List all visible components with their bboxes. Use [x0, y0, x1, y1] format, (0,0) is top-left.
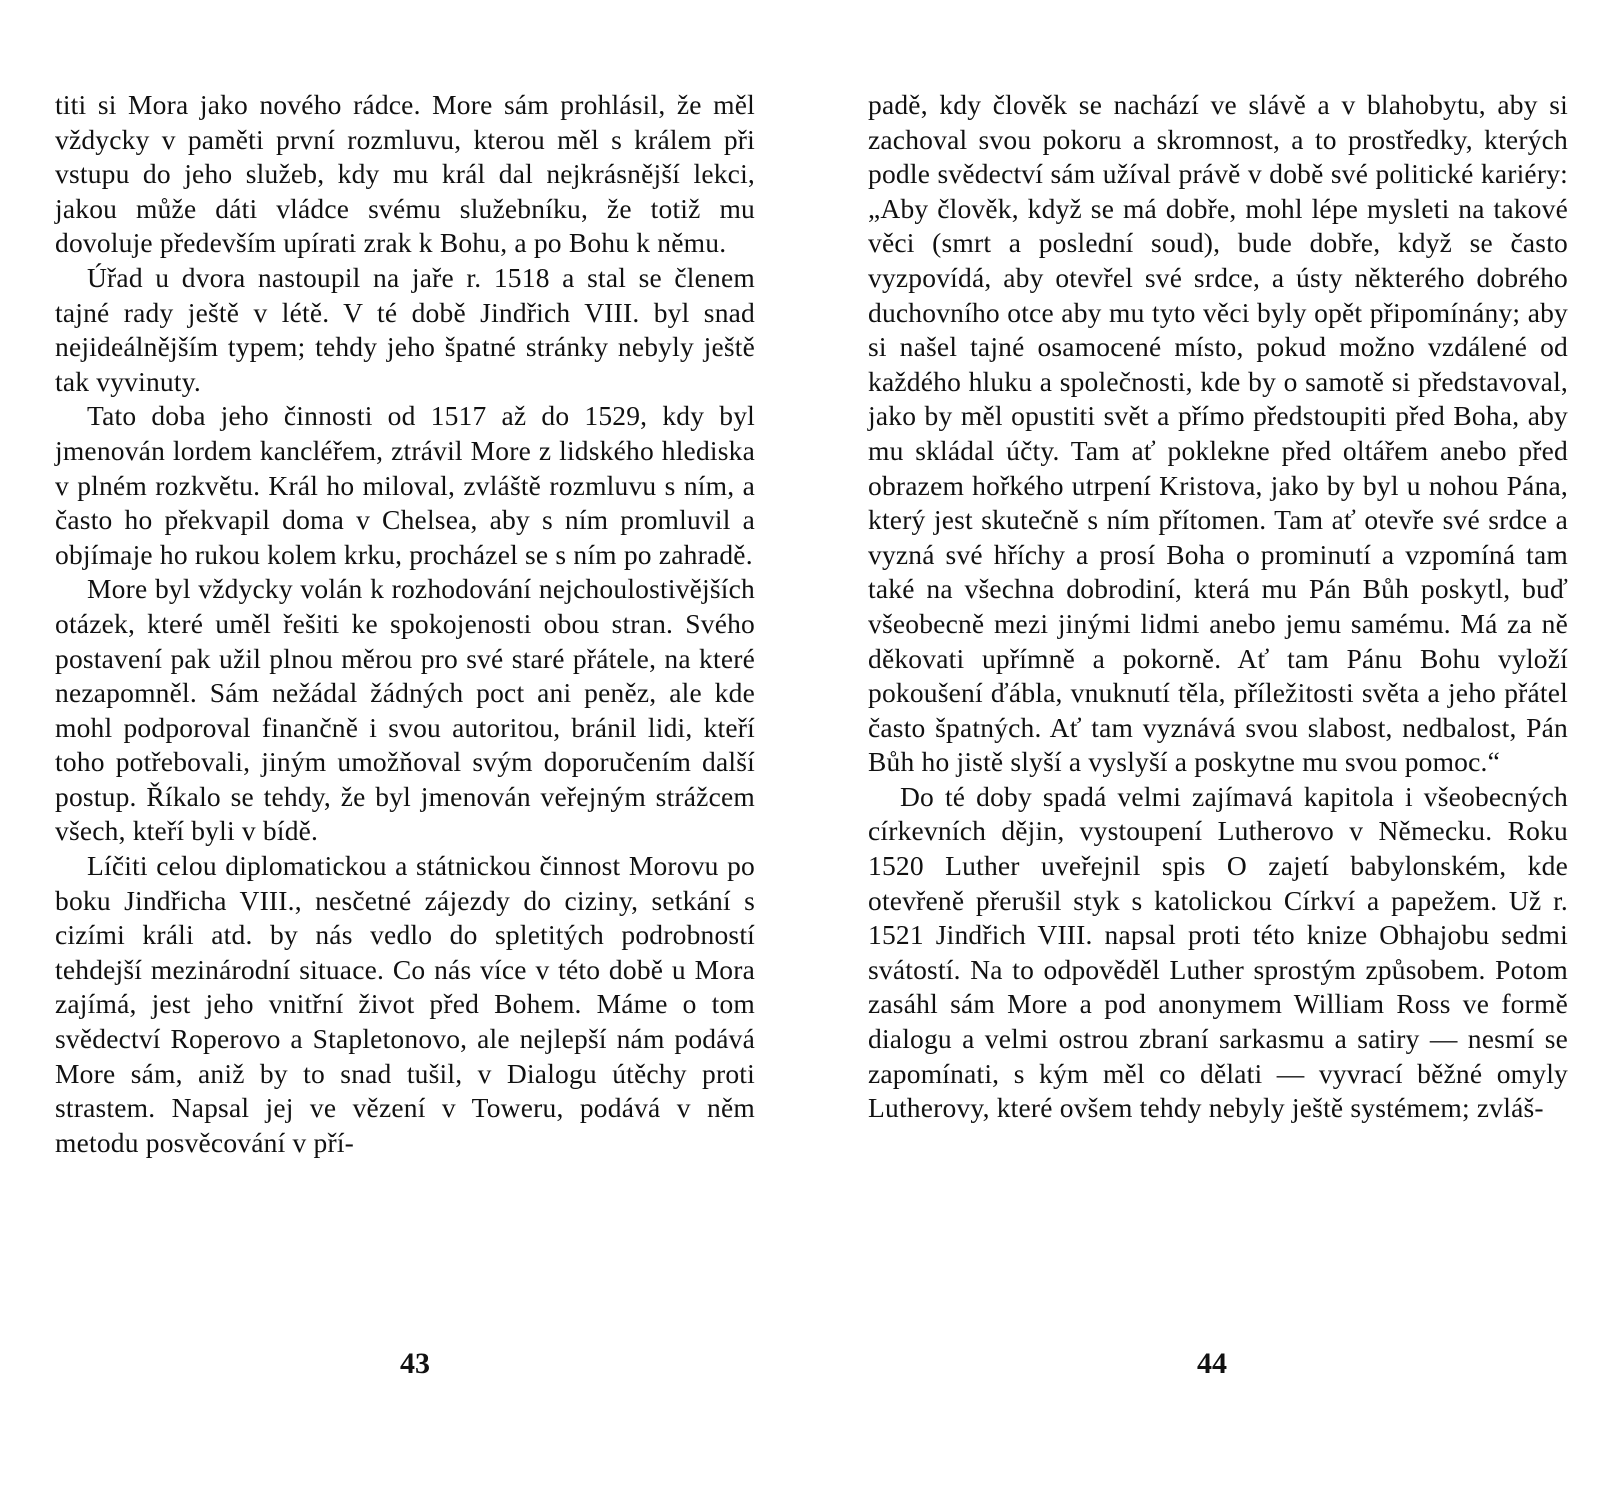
right-page [868, 88, 1568, 1378]
right-page-text [868, 88, 1568, 1378]
paragraph: More byl vždycky volán k rozhodování nejchoulostivějších otázek, které uměl řešiti ke spokojenosti obou stran. Svého postavení pak užil plnou měrou pro své staré přátele, na které nezapomněl. Sám nežádal žádných poct ani peněz, ale kde mohl podporoval finančně i svou autoritou, bránil lidi, kteří toho potřebovali, jiným umožňoval svým doporučením další postup. Říkalo se tehdy, že byl jmenován veřejným strážcem všech, kteří byli v bídě. [55, 573, 755, 847]
left-page-text [55, 88, 755, 1378]
page-number-right: 44 [1197, 1347, 1227, 1380]
paragraph: Líčiti celou diplomatickou a státnickou činnost Morovu po boku Jindřicha VIII., nesčetné zájezdy do ciziny, setkání s cizími králi atd. by nás vedlo do spletitých podrobností tehdejší mezinárodní situace. Co nás více v této době u Mora zajímá, jest jeho vnitřní život před Bohem. Máme o tom svědectví Roperovo a Stapletonovo, ale nejlepší nám podává More sám, aniž by to snad tušil, v Dialogu útěchy proti strastem. Napsal jej ve vězení v Toweru, podává v něm metodu posvěcování v pří- [55, 850, 755, 1158]
paragraph: titi si Mora jako nového rádce. More sám prohlásil, že měl vždycky v paměti první rozmluvu, kterou měl s králem při vstupu do jeho služeb, kdy mu král dal nejkrásnější lekci, jakou může dáti vládce svému služebníku, že totiž mu dovoluje především upírati zrak k Bohu, a po Bohu k němu. [55, 89, 755, 259]
left-page [55, 88, 755, 1378]
page-number-left: 43 [400, 1347, 430, 1380]
paragraph: Tato doba jeho činnosti od 1517 až do 1529, kdy byl jmenován lordem kancléřem, ztrávil More z lidského hlediska v plném rozkvětu. Král ho miloval, zvláště rozmluvu s ním, a často ho překvapil doma v Chelsea, aby s ním promluvil a objímaje ho rukou kolem krku, procházel se s ním po zahradě. [55, 400, 755, 570]
paragraph: padě, kdy člověk se nachází ve slávě a v blahobytu, aby si zachoval svou pokoru a skromnost, a to prostředky, kterých podle svědectví sám užíval právě v době své politické kariéry: „Aby člověk, když se má dobře, mohl lépe mysleti na takové věci (smrt a poslední soud), bude dobře, když se často vyzpovídá, aby otevřel své srdce, a ústy některého dobrého duchovního otce aby mu tyto věci byly opět připomínány; aby si našel tajné osamocené místo, pokud možno vzdálené od každého hluku a společnosti, kde by o samotě si představoval, jako by měl opustiti svět a přímo předstoupiti před Boha, aby mu skládal účty. Tam ať poklekne před oltářem anebo před obrazem hořkého utrpení Kristova, jako by byl u nohou Pána, který jest skutečně s ním přítomen. Tam ať otevře své srdce a vyzná své hříchy a prosí Boha o prominutí a vzpomíná tam také na všechna dobrodiní, která mu Pán Bůh poskytl, buď všeobecně mezi jinými lidmi anebo jemu samému. Má za ně děkovati upřímně a pokorně. Ať tam Pánu Bohu vyloží pokoušení ďábla, vnuknutí těla, příležitosti světa a jeho přátel často špatných. Ať tam vyznává svou slabost, nedbalost, Pán Bůh ho jistě slyší a vyslyší a poskytne mu svou pomoc.“ [868, 89, 1568, 778]
paragraph: Úřad u dvora nastoupil na jaře r. 1518 a stal se členem tajné rady ještě v létě. V té době Jindřich VIII. byl snad nejideálnějším typem; tehdy jeho špatné stránky nebyly ještě tak vyvinuty. [55, 261, 755, 397]
paragraph: Do té doby spadá velmi zajímavá kapitola i všeobecných církevních dějin, vystoupení Lutherovo v Německu. Roku 1520 Luther uveřejnil spis O zajetí babylonském, kde otevřeně přerušil styk s katolickou Církví a papežem. Už r. 1521 Jindřich VIII. napsal proti této knize Obhajobu sedmi svátostí. Na to odpověděl Luther sprostým způsobem. Potom zasáhl sám More a pod anonymem William Ross ve formě dialogu a velmi ostrou zbraní sarkasmu a satiry — nesmí se zapomínati, s kým měl co dělati — vyvrací běžné omyly Lutherovy, které ovšem tehdy nebyly ještě systémem; zvláš- [868, 780, 1568, 1124]
